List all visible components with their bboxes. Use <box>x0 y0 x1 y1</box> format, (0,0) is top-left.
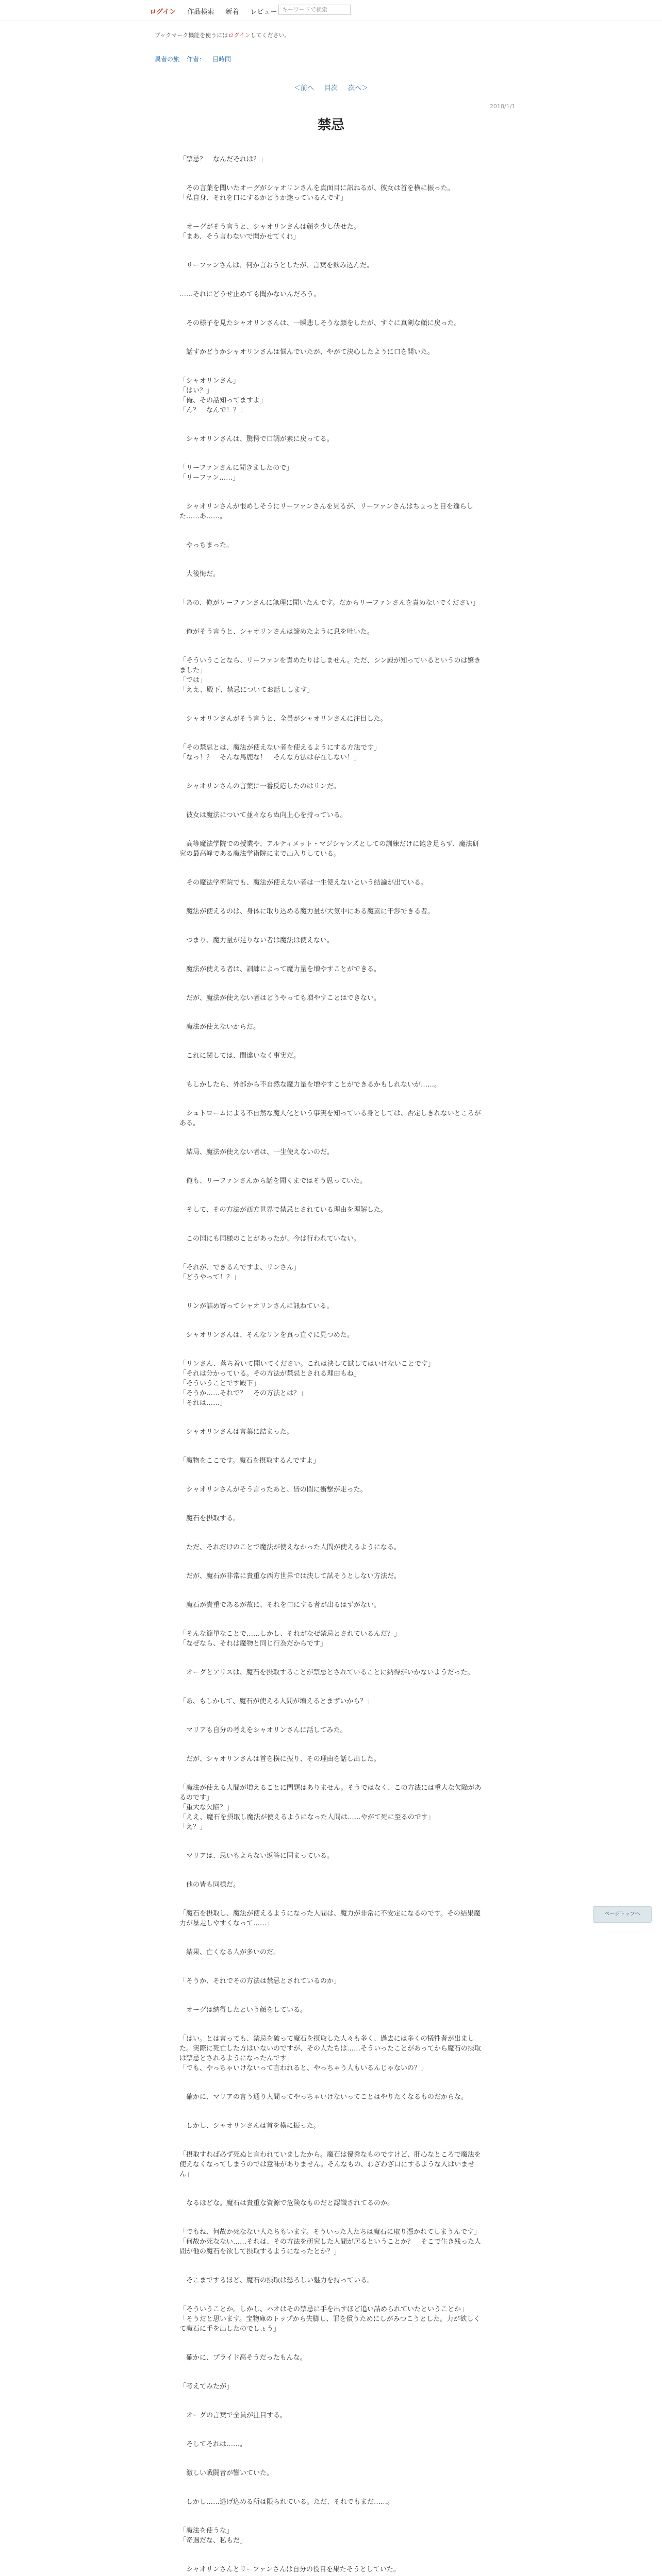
body-paragraph: 確かに、マリアの言う通り人間ってやっちゃいけないってことはやりたくなるものだからな。 <box>179 2093 468 2101</box>
body-paragraph: シャオリンさんは、驚愕で口調が素に戻ってる。 <box>179 435 334 443</box>
body-paragraph: マリアも自分の考えをシャオリンさんに話してみた。 <box>179 1726 347 1734</box>
body-paragraph: 魔法が使えないからだ。 <box>179 1023 260 1031</box>
body-paragraph: 「魔法が使える人間が増えることに問題はありません。そうではなく、この方法には重大な欠陥があるのです」 「重大な欠陥？」 「ええ、魔石を摂取し魔法が使えるようになった人間は……やがて死に至るのです」 「え？」 <box>179 1784 482 1831</box>
body-paragraph: 大後悔だ。 <box>179 570 220 578</box>
search-input[interactable]: キーワードで検索 <box>278 5 351 15</box>
body-paragraph: 「摂取すれば必ず死ぬと言われていましたから。魔石は優秀なものですけど、肝心なところで魔法を使えなくなってしまうのでは意味がありません。そんなもの、わざわざ口にするような人はいません」 <box>179 2151 481 2178</box>
body-paragraph: マリアは、思いもよらない返答に固まっている。 <box>179 1852 334 1860</box>
breadcrumb-series[interactable]: 異者の旅 <box>155 56 180 63</box>
notice-login-link[interactable]: ログイン <box>228 32 251 39</box>
body-paragraph: この国にも同様のことがあったが、今は行われていない。 <box>179 1235 360 1243</box>
body-paragraph: シュトロームによる不自然な魔人化という事実を知っている身としては、否定しきれないところがある。 <box>179 1110 481 1127</box>
body-paragraph: だが、魔法が使えない者はどうやっても増やすことはできない。 <box>179 994 381 1002</box>
body-paragraph: 魔法が使える者は、訓練によって魔力量を増やすことができる。 <box>179 965 381 973</box>
body-paragraph: 魔法が使えるのは、身体に取り込める魔力量が大気中にある魔素に干渉できる者。 <box>179 908 435 916</box>
body-paragraph: 高等魔法学院での授業や、アルティメット・マジシャンズとしての訓練だけに飽き足らず、魔法研究の最高峰である魔法学術院にまで出入りしている。 <box>179 840 479 858</box>
body-paragraph: 「でもね、何故か死なない人たちもいます。そういった人たちは魔石に取り憑かれてしまうんです」 「何故か死なない……それは、その方法を研究した人間が居るということか？ そこで生き残った人間が他の魔石を欲して摂取するようになったとか？」 <box>179 2228 482 2256</box>
body-paragraph: なるほどな。魔石は貴重な資源で危険なものだと認識されてるのか。 <box>179 2199 394 2207</box>
body-paragraph: 「そういうことなら、リーファンを責めたりはしません。ただ、シン殿が知っているというのは驚きました」 「では」 「ええ、殿下、禁忌についてお話しします」 <box>179 657 481 694</box>
body-paragraph: 「あ、もしかして、魔石が使える人間が増えるとまずいから？」 <box>179 1698 374 1705</box>
chapter-title: 禁忌 <box>317 117 344 133</box>
nav-link-new[interactable]: 新着 <box>225 8 239 16</box>
body-paragraph: 俺も、リーファンさんから話を聞くまではそう思っていた。 <box>179 1177 367 1185</box>
login-link[interactable]: ログイン <box>150 8 176 16</box>
body-paragraph: 「はい。とは言っても、禁忌を破って魔石を摂取した人々も多く、過去には多くの犠牲者が出ました。実際に死亡した方はいないのですが、その人たちは……そういったことがあってから魔石の摂取は禁忌とされるようになったんです」 「でも、やっちゃいけないって言われると、やっちゃう人もいるんじゃないの？」 <box>179 2035 481 2072</box>
body-paragraph: 魔石が貴重であるが故に、それを口にする者が出るはずがない。 <box>179 1601 381 1609</box>
body-paragraph: シャオリンさんとリーファンさんは自分の役目を果たそうとしていた。 <box>179 2566 400 2573</box>
body-paragraph: 確かに、プライド高そうだったもんな。 <box>179 2354 307 2362</box>
body-paragraph: 「そうか、それでその方法は禁忌とされているのか」 <box>179 1977 341 1985</box>
next-chapter-link[interactable]: 次へ＞ <box>348 84 369 92</box>
breadcrumb-author-label: 作者： <box>187 56 206 63</box>
page-top-button[interactable]: ページトップへ <box>593 1906 652 1923</box>
body-paragraph: これに関しては、間違いなく事実だ。 <box>179 1052 301 1060</box>
breadcrumb-author[interactable]: 目時間 <box>212 56 231 63</box>
body-paragraph: 「その禁忌とは、魔法が使えない者を使えるようにする方法です」 「なっ！？ そんな馬鹿な！ そんな方法は存在しない！」 <box>179 744 381 761</box>
body-paragraph: シャオリンさんは言葉に詰まった。 <box>179 1428 293 1436</box>
body-paragraph: だが、シャオリンさんは首を横に振り、その理由を話し出した。 <box>179 1755 380 1763</box>
body-paragraph: シャオリンさんは、そんなリンを真っ直ぐに見つめた。 <box>179 1331 354 1339</box>
body-paragraph: 彼女は魔法について並々ならぬ向上心を持っている。 <box>179 811 347 819</box>
body-paragraph: オーグとアリスは、魔石を摂取することが禁忌とされていることに納得がいかないようだった。 <box>179 1669 474 1676</box>
body-paragraph: オーグは納得したという顔をしている。 <box>179 2006 307 2014</box>
top-navigation-bar <box>0 0 662 21</box>
body-paragraph: ただ、それだけのことで魔法が使えなかった人間が使えるようになる。 <box>179 1544 401 1551</box>
body-paragraph: ……それにどうせ止めても聞かないんだろう。 <box>179 291 321 298</box>
body-paragraph: 「リーファンさんに聞きましたので」 「リーファン……」 <box>179 464 293 482</box>
notice-prefix: ブックマーク機能を使うには <box>155 32 228 39</box>
body-paragraph: その言葉を聞いたオーグがシャオリンさんを真面目に訊ねるが、彼女は首を横に振った。 「私自身、それを口にするかどうか迷っているんです」 <box>179 184 454 202</box>
nav-link-review[interactable]: レビュー <box>250 8 277 16</box>
body-paragraph: リンが詰め寄ってシャオリンさんに訊ねている。 <box>179 1302 334 1310</box>
body-paragraph: 「そんな簡単なことで……しかし、それがなぜ禁忌とされているんだ？」 「なぜなら、それは魔物と同じ行為だからです」 <box>179 1630 401 1648</box>
body-paragraph: だが、魔石が非常に貴重な西方世界では決して試そうとしない方法だ。 <box>179 1572 401 1580</box>
chapter-date: 2018/1/1 <box>490 103 516 110</box>
body-paragraph: しかし……逃げ込める所は限られている。ただ、それでもまだ……。 <box>179 2498 394 2506</box>
body-paragraph: 「それが、できるんですよ、リンさん」 「どうやって！？」 <box>179 1264 301 1281</box>
body-paragraph: 結果、亡くなる人が多いのだ。 <box>179 1948 280 1956</box>
body-paragraph: 「リンさん、落ち着いて聞いてください。これは決して試してはいけないことです」 「それは分かっている。その方法が禁忌とされる理由もね」 「そういうことです殿下」 「そうか……それで？ その方法とは？」 「それは……」 <box>179 1360 435 1407</box>
body-paragraph: 「禁忌？ なんだそれは？」 <box>179 156 267 163</box>
bookmark-notice <box>155 31 290 39</box>
body-paragraph: しかし、シャオリンさんは首を横に振った。 <box>179 2122 320 2130</box>
body-paragraph: 他の皆も同様だ。 <box>179 1881 240 1889</box>
breadcrumb <box>155 55 238 63</box>
chapter-body <box>179 155 483 2576</box>
body-paragraph: その様子を見たシャオリンさんは、一瞬悲しそうな顔をしたが、すぐに真剣な顔に戻った。 <box>179 319 461 327</box>
body-paragraph: シャオリンさんの言葉に一番反応したのはリンだ。 <box>179 783 340 790</box>
notice-suffix: してください。 <box>250 32 290 39</box>
body-paragraph: その魔法学術院でも、魔法が使えない者は一生使えないという結論が出ている。 <box>179 879 428 887</box>
body-paragraph: オーグの言葉で全員が注目する。 <box>179 2412 287 2419</box>
body-paragraph: そして、その方法が西方世界で禁忌とされている理由を理解した。 <box>179 1206 387 1214</box>
body-paragraph: シャオリンさんがそう言うと、全員がシャオリンさんに注目した。 <box>179 715 387 723</box>
body-paragraph: オーグがそう言うと、シャオリンさんは顔を少し伏せた。 「まあ、そう言わないで聞かせてくれ」 <box>179 223 360 241</box>
body-paragraph: そこまでするほど、魔石の摂取は恐ろしい魅力を持っている。 <box>179 2277 374 2284</box>
toc-link[interactable]: 目次 <box>324 84 338 92</box>
body-paragraph: 「魔法を使うな」 「奇遇だな、私もだ」 <box>179 2527 247 2545</box>
body-paragraph: 結局、魔法が使えない者は、一生使えないのだ。 <box>179 1148 334 1156</box>
body-paragraph: 「あの、俺がリーファンさんに無理に聞いたんです。だからリーファンさんを責めないでください」 <box>179 599 479 607</box>
body-paragraph: やっちまった。 <box>179 541 234 549</box>
body-paragraph: 「魔物をここです。魔石を摂取するんですよ」 <box>179 1457 320 1465</box>
prev-chapter-link[interactable]: ＜前へ <box>293 84 314 92</box>
body-paragraph: 「考えてみたが」 <box>179 2383 234 2391</box>
main-nav <box>150 6 288 16</box>
body-paragraph: リーファンさんは、何か言おうとしたが、言葉を飲み込んだ。 <box>179 262 374 269</box>
body-paragraph: 激しい戦闘音が響いていた。 <box>179 2469 274 2477</box>
body-paragraph: そしてそれは……。 <box>179 2441 247 2448</box>
nav-link-search[interactable]: 作品検索 <box>187 8 214 16</box>
body-paragraph: もしかしたら、外部から不自然な魔力量を増やすことができるかもしれないが……。 <box>179 1081 441 1089</box>
body-paragraph: 話すかどうかシャオリンさんは悩んでいたが、やがて決心したように口を開いた。 <box>179 348 434 356</box>
chapter-pager-top <box>0 82 662 92</box>
body-paragraph: 俺がそう言うと、シャオリンさんは諦めたように息を吐いた。 <box>179 628 374 636</box>
body-paragraph: 「シャオリンさん」 「はい？」 「俺、その話知ってますよ」 「ん？ なんで！？」 <box>179 377 267 414</box>
body-paragraph: シャオリンさんがそう言ったあと、皆の間に衝撃が走った。 <box>179 1486 367 1494</box>
body-paragraph: 魔石を摂取する。 <box>179 1515 240 1522</box>
body-paragraph: シャオリンさんが恨めしそうにリーファンさんを見るが、リーファンさんはちょっと目を逸らした……あ……。 <box>179 503 473 520</box>
body-paragraph: 「魔石を摂取し、魔法が使えるようになった人間は、魔力が非常に不安定になるのです。その結果魔力が暴走しやすくなって……」 <box>179 1910 481 1927</box>
body-paragraph: つまり、魔力量が足りない者は魔法は使えない。 <box>179 937 334 944</box>
body-paragraph: 「そういうことか。しかし、ハオはその禁忌に手を出すほど追い詰められていたということか」 「そうだと思います。宝物庫のトップから失脚し、罪を償うためにしがみつこうとした。力が欲しくて魔石に手を出したのでしょう」 <box>179 2306 481 2333</box>
